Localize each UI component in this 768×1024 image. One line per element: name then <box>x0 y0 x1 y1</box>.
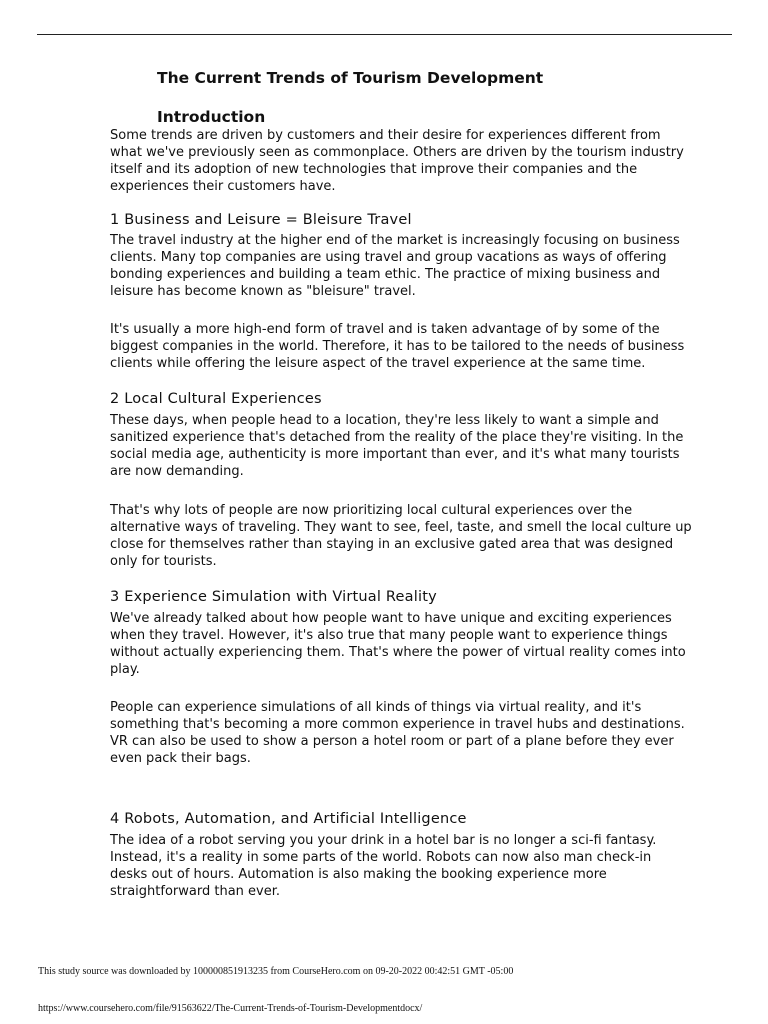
download-note: This study source was downloaded by 100000851913235 from CourseHero.com on 09-20-2022 00:42:51 GMT -05:00 <box>38 966 514 977</box>
robots-paragraph-1: The idea of a robot serving you your drink in a hotel bar is no longer a sci-fi fantasy. Instead, it's a reality in some parts of the world. Robots can now also man check-in desks out of hours. Automation is also making the booking experience more straightforward than ever. <box>110 833 657 899</box>
virtual-reality-paragraph-2: People can experience simulations of all kinds of things via virtual reality, and it's something that's becoming a more common experience in travel hubs and destinations. VR can also be used to show a person a hotel room or part of a plane before they ever even pack their bags. <box>110 700 685 766</box>
bleisure-paragraph-1: The travel industry at the higher end of the market is increasingly focusing on business clients. Many top companies are using travel and group vacations as ways of offering bonding experiences and building a team ethic. The practice of mixing business and leisure has become known as "bleisure" travel. <box>110 233 680 299</box>
local-culture-paragraph-2: That's why lots of people are now prioritizing local cultural experiences over the alternative ways of traveling. They want to see, feel, taste, and smell the local culture up close for themselves rather than staying in an exclusive gated area that was designed only for tourists. <box>110 503 692 569</box>
section-heading-robots: 4 Robots, Automation, and Artificial Intelligence <box>110 811 467 827</box>
top-divider <box>37 34 732 35</box>
local-culture-paragraph-1: These days, when people head to a location, they're less likely to want a simple and sanitized experience that's detached from the reality of the place they're visiting. In the social media age, authenticity is more important than ever, and it's what many tourists are now demanding. <box>110 413 684 479</box>
source-url[interactable]: https://www.coursehero.com/file/91563622/The-Current-Trends-of-Tourism-Developmentdocx/ <box>38 1003 423 1014</box>
section-heading-virtual-reality: 3 Experience Simulation with Virtual Reality <box>110 589 437 605</box>
section-heading-bleisure: 1 Business and Leisure = Bleisure Travel <box>110 212 412 228</box>
bleisure-paragraph-2: It's usually a more high-end form of travel and is taken advantage of by some of the biggest companies in the world. Therefore, it has to be tailored to the needs of business clients while offering the leisure aspect of the travel experience at the same time. <box>110 322 685 371</box>
virtual-reality-paragraph-1: We've already talked about how people want to have unique and exciting experiences when they travel. However, it's also true that many people want to experience things without actually experiencing them. That's where the power of virtual reality comes into play. <box>110 611 686 677</box>
document-title: The Current Trends of Tourism Development <box>157 69 544 87</box>
intro-paragraph: Some trends are driven by customers and their desire for experiences different from what we've previously seen as commonplace. Others are driven by the tourism industry itself and its adoption of new technologies that improve their companies and the experiences their customers have. <box>110 128 684 194</box>
intro-heading: Introduction <box>157 108 266 126</box>
section-heading-local-culture: 2 Local Cultural Experiences <box>110 391 322 407</box>
